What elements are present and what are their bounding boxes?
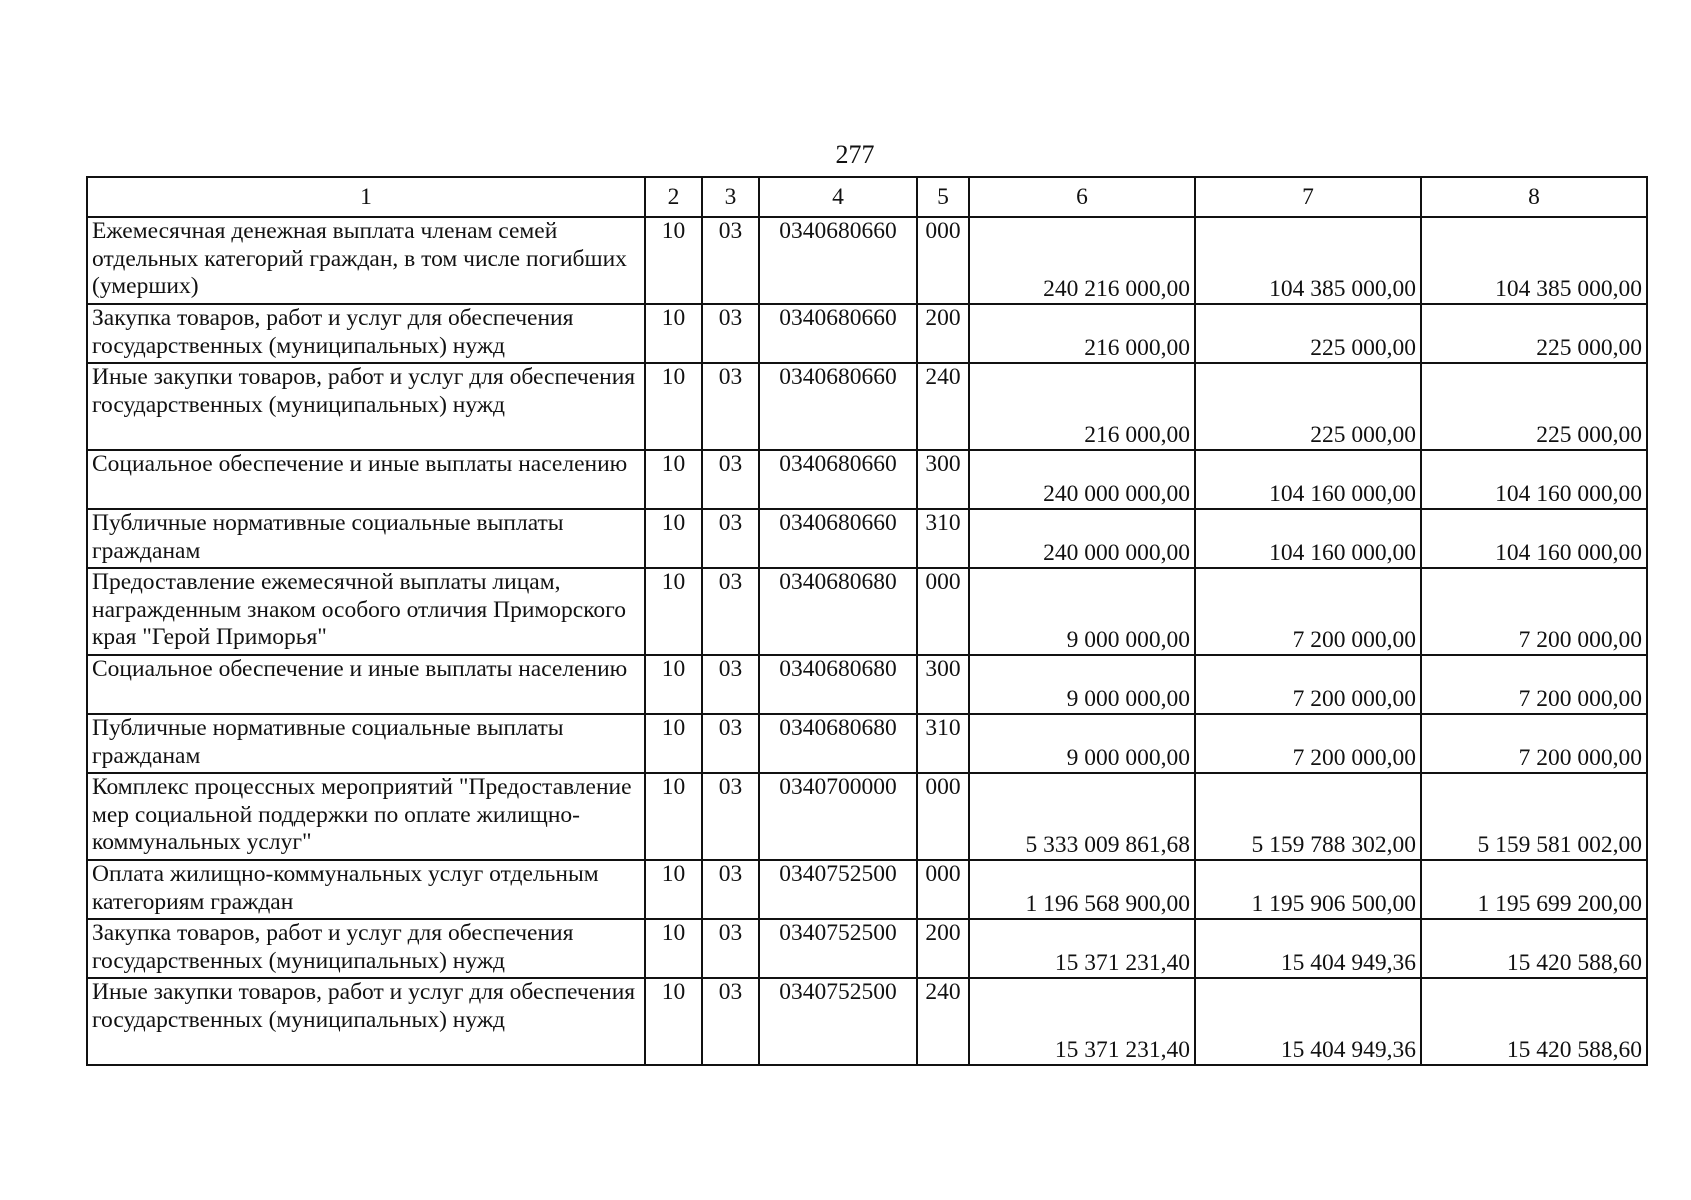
row-type: 000: [917, 773, 969, 860]
row-subsection: 03: [702, 509, 759, 568]
row-section: 10: [645, 509, 702, 568]
table-row: [87, 363, 1647, 450]
row-value-7: 1 195 906 500,00: [1195, 860, 1421, 919]
row-value-6: 9 000 000,00: [969, 568, 1195, 655]
row-subsection: 03: [702, 450, 759, 509]
row-type: 310: [917, 509, 969, 568]
row-subsection: 03: [702, 568, 759, 655]
table-row: [87, 919, 1647, 978]
header-cell: 5: [917, 177, 969, 217]
row-section: 10: [645, 450, 702, 509]
row-subsection: 03: [702, 773, 759, 860]
row-value-6: 240 000 000,00: [969, 450, 1195, 509]
row-subsection: 03: [702, 217, 759, 304]
row-value-8: 5 159 581 002,00: [1421, 773, 1647, 860]
row-subsection: 03: [702, 655, 759, 714]
row-type: 000: [917, 217, 969, 304]
header-cell: 7: [1195, 177, 1421, 217]
row-type: 300: [917, 450, 969, 509]
row-code: 0340680660: [759, 217, 917, 304]
row-subsection: 03: [702, 714, 759, 773]
row-value-6: 15 371 231,40: [969, 919, 1195, 978]
row-type: 300: [917, 655, 969, 714]
row-section: 10: [645, 860, 702, 919]
row-value-6: 1 196 568 900,00: [969, 860, 1195, 919]
header-cell: 6: [969, 177, 1195, 217]
header-cell: 2: [645, 177, 702, 217]
row-value-8: 15 420 588,60: [1421, 919, 1647, 978]
row-subsection: 03: [702, 304, 759, 363]
row-name: Комплекс процессных мероприятий "Предоставление мер социальной поддержки по оплате жилищно-коммунальных услуг": [87, 773, 645, 860]
row-value-6: 240 216 000,00: [969, 217, 1195, 304]
header-cell: 1: [87, 177, 645, 217]
page-number: 277: [835, 140, 875, 169]
row-name: Иные закупки товаров, работ и услуг для обеспечения государственных (муниципальных) нужд: [87, 363, 645, 450]
row-value-7: 225 000,00: [1195, 363, 1421, 450]
row-value-6: 9 000 000,00: [969, 655, 1195, 714]
row-value-8: 7 200 000,00: [1421, 714, 1647, 773]
row-code: 0340752500: [759, 860, 917, 919]
row-value-8: 225 000,00: [1421, 363, 1647, 450]
row-name: Предоставление ежемесячной выплаты лицам, награжденным знаком особого отличия Приморского края "Герой Приморья": [87, 568, 645, 655]
row-section: 10: [645, 773, 702, 860]
row-name: Публичные нормативные социальные выплаты гражданам: [87, 714, 645, 773]
row-value-7: 7 200 000,00: [1195, 714, 1421, 773]
header-cell: 3: [702, 177, 759, 217]
row-code: 0340752500: [759, 919, 917, 978]
row-name: Закупка товаров, работ и услуг для обеспечения государственных (муниципальных) нужд: [87, 919, 645, 978]
row-section: 10: [645, 217, 702, 304]
row-value-8: 104 160 000,00: [1421, 450, 1647, 509]
row-section: 10: [645, 363, 702, 450]
row-subsection: 03: [702, 919, 759, 978]
row-code: 0340680660: [759, 363, 917, 450]
row-value-6: 216 000,00: [969, 304, 1195, 363]
row-value-8: 104 160 000,00: [1421, 509, 1647, 568]
row-value-6: 216 000,00: [969, 363, 1195, 450]
row-section: 10: [645, 304, 702, 363]
row-section: 10: [645, 568, 702, 655]
row-value-7: 15 404 949,36: [1195, 978, 1421, 1065]
row-type: 240: [917, 363, 969, 450]
row-value-8: 7 200 000,00: [1421, 568, 1647, 655]
row-value-7: 7 200 000,00: [1195, 655, 1421, 714]
row-code: 0340680680: [759, 714, 917, 773]
table-row: [87, 860, 1647, 919]
row-value-8: 104 385 000,00: [1421, 217, 1647, 304]
row-name: Закупка товаров, работ и услуг для обеспечения государственных (муниципальных) нужд: [87, 304, 645, 363]
row-type: 240: [917, 978, 969, 1065]
row-value-7: 104 385 000,00: [1195, 217, 1421, 304]
table-row: [87, 773, 1647, 860]
row-subsection: 03: [702, 978, 759, 1065]
table-row: [87, 978, 1647, 1065]
row-code: 0340680680: [759, 568, 917, 655]
row-value-6: 9 000 000,00: [969, 714, 1195, 773]
row-code: 0340680660: [759, 509, 917, 568]
budget-table: [86, 176, 1648, 1066]
table-row: [87, 304, 1647, 363]
table-row: [87, 568, 1647, 655]
row-value-8: 1 195 699 200,00: [1421, 860, 1647, 919]
row-code: 0340752500: [759, 978, 917, 1065]
row-subsection: 03: [702, 860, 759, 919]
row-value-6: 15 371 231,40: [969, 978, 1195, 1065]
row-type: 200: [917, 304, 969, 363]
row-value-8: 225 000,00: [1421, 304, 1647, 363]
row-name: Ежемесячная денежная выплата членам семей отдельных категорий граждан, в том числе погибших (умерших): [87, 217, 645, 304]
row-type: 310: [917, 714, 969, 773]
row-name: Социальное обеспечение и иные выплаты населению: [87, 655, 645, 714]
table-row: [87, 509, 1647, 568]
row-value-7: 5 159 788 302,00: [1195, 773, 1421, 860]
row-section: 10: [645, 714, 702, 773]
row-code: 0340680660: [759, 450, 917, 509]
row-value-7: 225 000,00: [1195, 304, 1421, 363]
header-cell: 4: [759, 177, 917, 217]
row-value-8: 15 420 588,60: [1421, 978, 1647, 1065]
row-value-6: 240 000 000,00: [969, 509, 1195, 568]
table-row: [87, 450, 1647, 509]
header-row: [87, 177, 1647, 217]
row-name: Иные закупки товаров, работ и услуг для обеспечения государственных (муниципальных) нужд: [87, 978, 645, 1065]
row-value-6: 5 333 009 861,68: [969, 773, 1195, 860]
row-value-7: 104 160 000,00: [1195, 450, 1421, 509]
row-type: 000: [917, 568, 969, 655]
table-row: [87, 714, 1647, 773]
row-section: 10: [645, 655, 702, 714]
row-type: 200: [917, 919, 969, 978]
header-cell: 8: [1421, 177, 1647, 217]
row-name: Публичные нормативные социальные выплаты гражданам: [87, 509, 645, 568]
row-code: 0340680660: [759, 304, 917, 363]
table-row: [87, 655, 1647, 714]
row-code: 0340680680: [759, 655, 917, 714]
row-value-7: 7 200 000,00: [1195, 568, 1421, 655]
row-value-7: 104 160 000,00: [1195, 509, 1421, 568]
row-type: 000: [917, 860, 969, 919]
row-section: 10: [645, 978, 702, 1065]
row-name: Оплата жилищно-коммунальных услуг отдельным категориям граждан: [87, 860, 645, 919]
table-row: [87, 217, 1647, 304]
row-name: Социальное обеспечение и иные выплаты населению: [87, 450, 645, 509]
row-code: 0340700000: [759, 773, 917, 860]
row-value-7: 15 404 949,36: [1195, 919, 1421, 978]
row-subsection: 03: [702, 363, 759, 450]
row-section: 10: [645, 919, 702, 978]
row-value-8: 7 200 000,00: [1421, 655, 1647, 714]
